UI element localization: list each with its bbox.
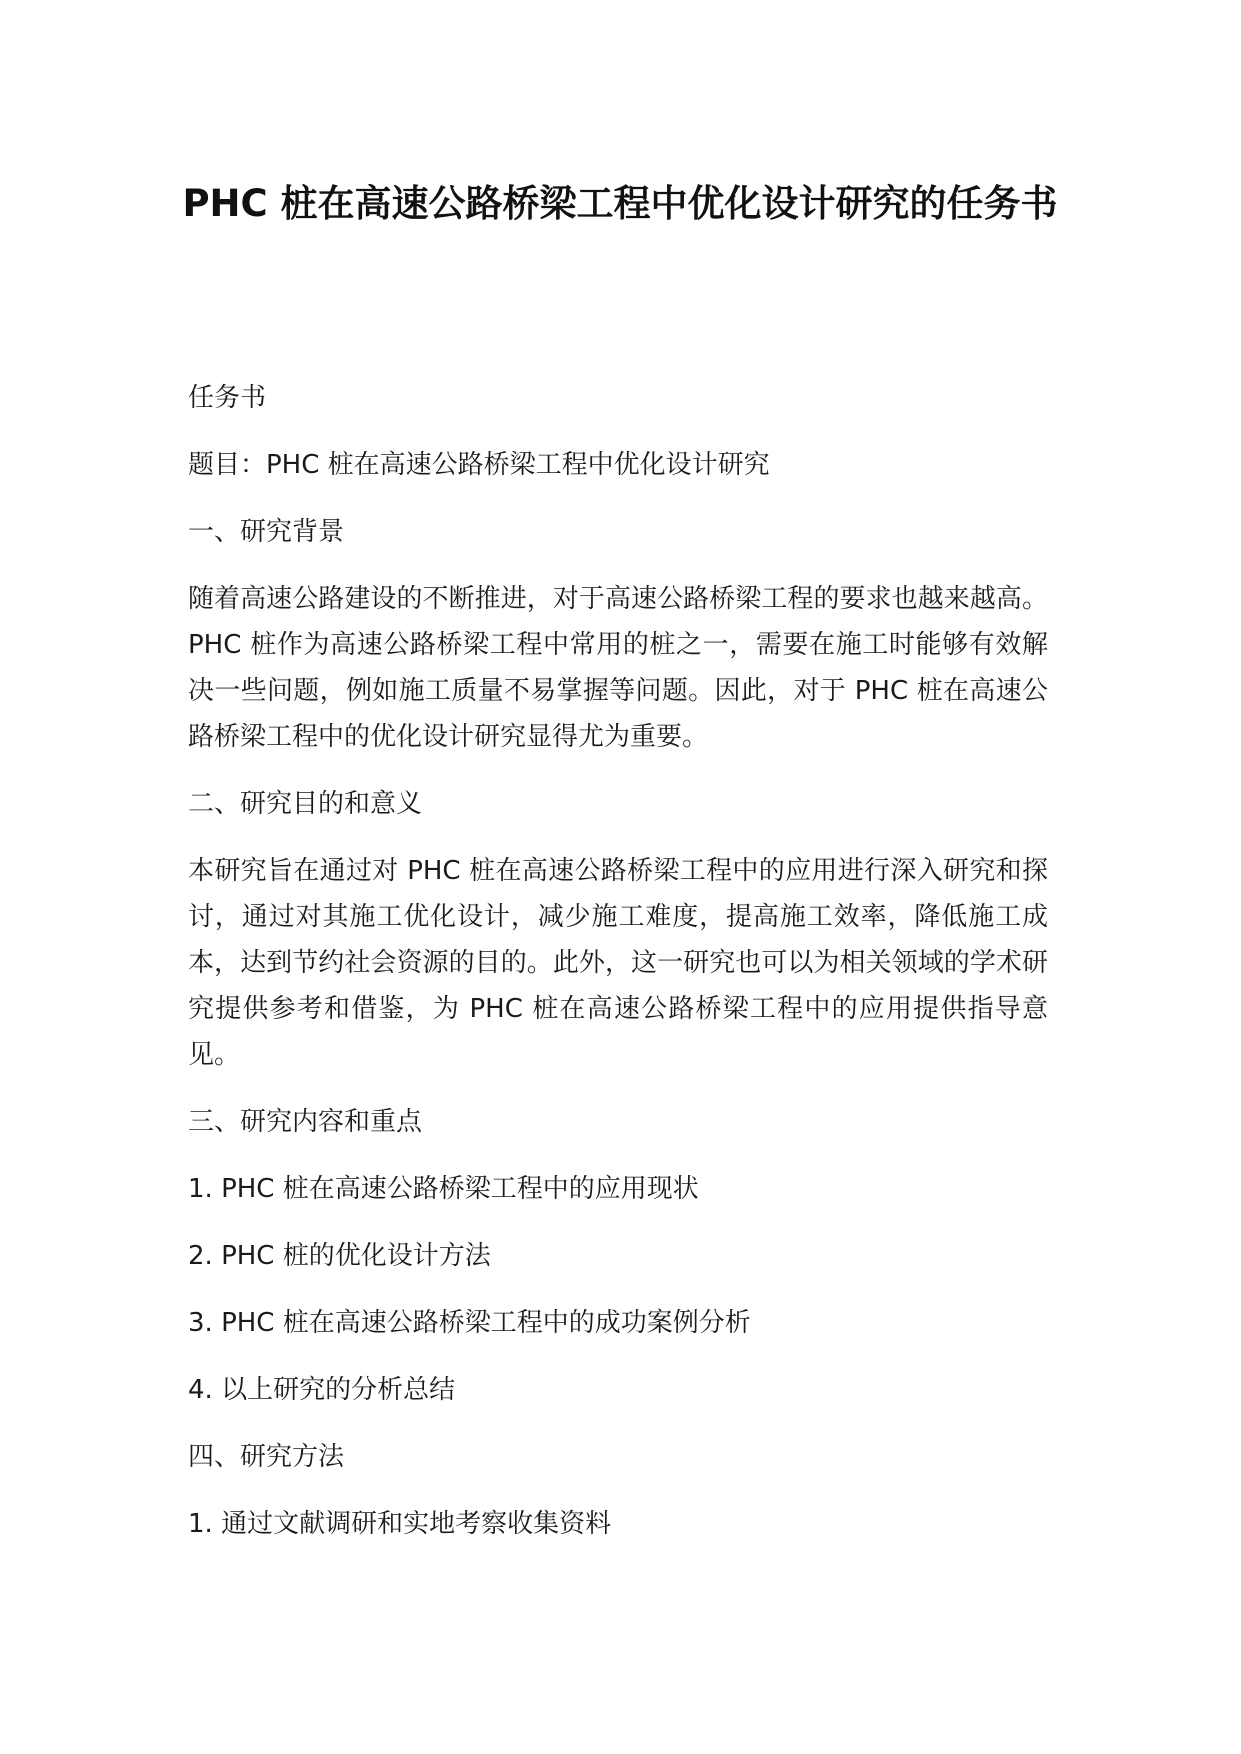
section-3-heading: 三、研究内容和重点 (188, 1107, 423, 1137)
subject-line: 题目：PHC 桩在高速公路桥梁工程中优化设计研究 (188, 450, 770, 480)
section-4-heading: 四、研究方法 (188, 1442, 345, 1472)
document-body (188, 375, 1048, 1568)
section-2-heading: 二、研究目的和意义 (188, 789, 423, 819)
section-1-heading: 一、研究背景 (188, 517, 345, 547)
document-title: PHC 桩在高速公路桥梁工程中优化设计研究的任务书 (182, 182, 1058, 225)
section-3-item-2: 2. PHC 桩的优化设计方法 (188, 1241, 491, 1271)
section-3-item-3: 3. PHC 桩在高速公路桥梁工程中的成功案例分析 (188, 1308, 751, 1338)
section-3-item-1: 1. PHC 桩在高速公路桥梁工程中的应用现状 (188, 1174, 699, 1204)
task-heading: 任务书 (188, 383, 267, 413)
section-3-item-4: 4. 以上研究的分析总结 (188, 1375, 456, 1405)
section-1-paragraph: 随着高速公路建设的不断推进，对于高速公路桥梁工程的要求也越来越高。PHC 桩作为高速公路桥梁工程中常用的桩之一，需要在施工时能够有效解决一些问题，例如施工质量不易掌握等问题。因此，对于 PHC 桩在高速公路桥梁工程中的优化设计研究显得尤为重要。 (188, 584, 1048, 752)
section-4-item-1: 1. 通过文献调研和实地考察收集资料 (188, 1509, 612, 1539)
section-2-paragraph: 本研究旨在通过对 PHC 桩在高速公路桥梁工程中的应用进行深入研究和探讨，通过对其施工优化设计，减少施工难度，提高施工效率，降低施工成本，达到节约社会资源的目的。此外，这一研究也可以为相关领域的学术研究提供参考和借鉴，为 PHC 桩在高速公路桥梁工程中的应用提供指导意见。 (188, 856, 1048, 1070)
